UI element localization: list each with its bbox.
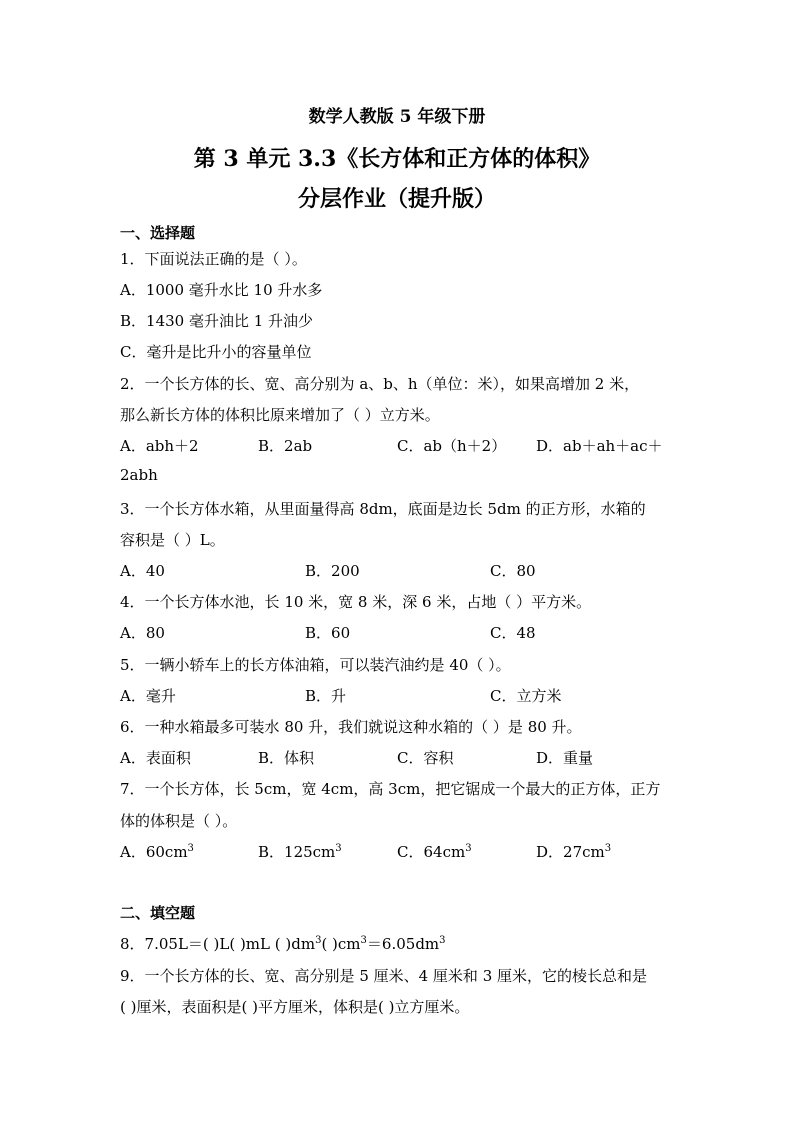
- q5-option-a: A．毫升: [120, 687, 176, 705]
- q6-option-b: B．体积: [258, 749, 315, 767]
- q6-stem: 6．一种水箱最多可装水 80 升，我们就说这种水箱的（ ）是 80 升。: [120, 718, 582, 736]
- q7-stem-line2: 体的体积是（ ）。: [120, 812, 238, 830]
- q6-option-a: A．表面积: [120, 749, 191, 767]
- q9-stem-line2: ( )厘米，表面积是( )平方厘米，体积是( )立方厘米。: [120, 998, 470, 1016]
- q2-option-d: D．ab＋ah＋ac＋: [536, 437, 663, 455]
- q9-stem-line1: 9．一个长方体的长、宽、高分别是 5 厘米、4 厘米和 3 厘米，它的棱长总和是: [120, 967, 648, 985]
- q7-option-a: A．$60cm^3$: [120, 843, 194, 861]
- q2-option-a: A．abh＋2: [120, 437, 199, 455]
- q3-stem-line1: 3．一个长方体水箱，从里面量得高 8dm，底面是边长 5dm 的正方形，水箱的: [120, 500, 646, 518]
- q7-stem-line1: 7．一个长方体，长 5cm，宽 4cm，高 3cm，把它锯成一个最大的正方体，正方: [120, 780, 661, 798]
- q3-option-b: B．200: [305, 562, 360, 580]
- q4-stem: 4．一个长方体水池，长 10 米，宽 8 米，深 6 米，占地（ ）平方米。: [120, 593, 592, 611]
- q6-option-c: C．容积: [397, 749, 454, 767]
- q7-option-c: C．$64cm^3$: [397, 843, 472, 861]
- q4-option-b: B．60: [305, 624, 351, 642]
- header-subtitle: 分层作业（提升版）: [297, 186, 496, 212]
- q2-option-d-cont: 2abh: [120, 466, 158, 484]
- q5-stem: 5．一辆小轿车上的长方体油箱，可以装汽油约是 40（ ）。: [120, 656, 511, 674]
- q2-option-b: B．2ab: [258, 437, 313, 455]
- q7-option-d: D．$27cm^3$: [536, 843, 612, 861]
- q4-option-c: C．48: [490, 624, 536, 642]
- q5-option-b: B．升: [305, 687, 347, 705]
- q2-stem-line2: 那么新长方体的体积比原来增加了（ ）立方米。: [120, 406, 440, 424]
- q3-option-c: C．80: [490, 562, 536, 580]
- q8-line: 8．7.05L＝( )L( )mL ( )$dm^3$( )$cm^3=6.05dm^3$: [120, 935, 446, 953]
- section-fill-title: 二、填空题: [120, 904, 196, 922]
- q6-option-d: D．重量: [536, 749, 594, 767]
- q3-stem-line2: 容积是（ ）L。: [120, 531, 225, 549]
- header-unit-title: 第 3 单元 3.3《长方体和正方体的体积》: [193, 146, 601, 172]
- q4-option-a: A．80: [120, 624, 165, 642]
- q2-option-c: C．ab（h＋2）: [397, 437, 507, 455]
- q2-stem-line1: 2．一个长方体的长、宽、高分别为 a、b、h（单位：米），如果高增加 2 米，: [120, 375, 640, 393]
- section-choice-title: 一、选择题: [120, 224, 196, 242]
- q1-option-a: A．1000 毫升水比 10 升水多: [120, 281, 323, 299]
- q7-option-b: B．$125cm^3$: [258, 843, 342, 861]
- q1-option-b: B．1430 毫升油比 1 升油少: [120, 312, 314, 330]
- q3-option-a: A．40: [120, 562, 165, 580]
- q1-stem: 1．下面说法正确的是（ ）。: [120, 250, 307, 268]
- q1-option-c: C．毫升是比升小的容量单位: [120, 343, 312, 361]
- header-grade: 数学人教版 5 年级下册: [308, 107, 486, 127]
- q5-option-c: C．立方米: [490, 687, 562, 705]
